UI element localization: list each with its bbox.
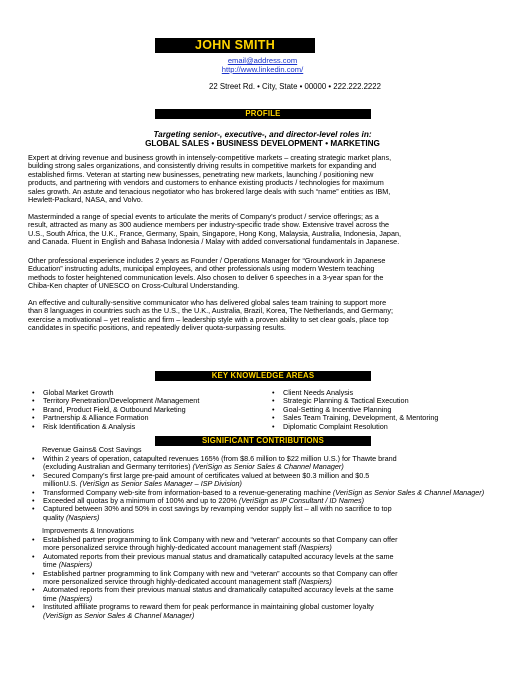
contribution-role-note: (VeriSign as IP Consultant / ID Names): [238, 496, 365, 506]
contribution-text: quality: [43, 512, 66, 522]
contribution-text: millionU.S.: [43, 479, 80, 489]
knowledge-item: • Territory Penetration/Development /Management: [32, 397, 262, 405]
knowledge-heading: KEY KNOWLEDGE AREAS: [155, 371, 371, 381]
profile-paragraph: [28, 257, 498, 291]
contribution-role-note: (Naspiers): [298, 577, 332, 587]
contribution-list: [32, 536, 510, 620]
contribution-role-note: (VeriSign as Senior Sales & Channel Manager): [43, 610, 195, 620]
knowledge-item: • Strategic Planning & Tactical Execution: [272, 397, 512, 405]
profile-line: Masterminded a range of special events to articulate the merits of Company’s product / service offerings; as a: [28, 212, 379, 221]
email-link[interactable]: email@address.com: [227, 56, 298, 65]
profile-line: An effective and culturally-sensitive communicator who has delivered global sales team training to support more: [28, 298, 387, 307]
contribution-role-note: (VeriSign as Senior Sales & Channel Manager): [332, 487, 485, 497]
contribution-text: Established partner programming to link Company with new and “veteran” accounts so that Company can offer: [43, 535, 398, 544]
contributions-heading: SIGNIFICANT CONTRIBUTIONS: [155, 436, 371, 446]
knowledge-item: • Brand, Product Field, & Outbound Marketing: [32, 406, 262, 414]
knowledge-list-left: [32, 389, 262, 431]
contact-links: [0, 56, 525, 65]
profile-line: Expert at driving revenue and business growth in intensely-competitive markets – creating strategic market plans,: [28, 153, 392, 162]
profile-line: result, attracted as many as 300 audience members per industry-specific trade show. Extensive travel across the: [28, 220, 390, 230]
contribution-item: [32, 472, 510, 489]
contribution-role-note: (Naspiers): [298, 543, 332, 553]
contribution-text: Captured between 30% and 50% in cost savings by revamping vendor supply list – all with no sacrifice to top: [43, 504, 392, 514]
contribution-item: [32, 553, 510, 570]
contribution-text: more personalized service through highly-dedicated account management staff: [43, 543, 299, 553]
profile-paragraph: [28, 299, 498, 333]
contribution-role-note: (VeriSign as Senior Sales & Channel Manager): [192, 462, 344, 472]
contribution-text: Established partner programming to link Company with new and “veteran” accounts so that Company can offer: [43, 568, 398, 578]
contribution-item: [32, 536, 510, 553]
profile-line: Education” instructing adults, municipal employees, and other professionals using modern Western teaching: [28, 264, 375, 274]
profile-line: candidates in specific positions, and repeatedly deliver quota-surpassing results.: [28, 323, 286, 333]
profile-paragraph: [28, 154, 498, 204]
contribution-item: [32, 603, 510, 620]
contribution-text: Automated reports from their previous manual status and dramatically catapulted accuracy levels at the same: [43, 585, 394, 595]
contribution-role-note: (Naspiers): [58, 593, 93, 603]
contribution-group-title: Improvements & Innovations: [42, 526, 134, 535]
knowledge-item: • Risk Identification & Analysis: [32, 423, 262, 431]
knowledge-item: • Goal-Setting & Incentive Planning: [272, 406, 512, 414]
address-line: 22 Street Rd. • City, State • 00000 • 222.222.2222: [209, 82, 381, 91]
knowledge-item: • Diplomatic Complaint Resolution: [272, 423, 512, 431]
profile-line: products, and partnering with vendors and customers to enhance existing products / technologies for maximum: [28, 178, 384, 188]
target-roles-intro: Targeting senior-, executive-, and director-level roles in:: [153, 130, 372, 139]
contribution-text: Automated reports from their previous manual status and dramatically catapulted accuracy levels at the same: [43, 551, 394, 561]
contribution-text: Instituted affiliate programs to reward them for peak performance in maintaining global customer loyalty: [43, 602, 374, 612]
profile-line: U.S., South Africa, the U.K., France, Germany, Spain, Singapore, Hong Kong, Malaysia, Australia, Indonesia, Japan,: [28, 228, 402, 238]
knowledge-item: • Client Needs Analysis: [272, 389, 512, 397]
contribution-item: [32, 570, 510, 587]
contribution-list: [32, 455, 510, 522]
contribution-text: time: [43, 593, 59, 603]
knowledge-item: • Sales Team Training, Development, & Mentoring: [272, 414, 512, 422]
profile-line: than 8 languages in countries such as the U.S., the U.K., Australia, Brazil, Korea, The Netherlands, and Germany;: [28, 306, 393, 316]
contribution-text: (excluding Australian and Germany territories): [43, 462, 193, 472]
profile-paragraph: [28, 213, 498, 247]
contribution-role-note: (Naspiers): [58, 560, 93, 570]
contribution-item: [32, 505, 510, 522]
knowledge-item: • Partnership & Alliance Formation: [32, 414, 262, 422]
contribution-text: Within 2 years of operation, catapulted revenues 165% (from $8.6 million to $22 million U.S.) for Thawte brand: [43, 454, 397, 463]
candidate-name: JOHN SMITH: [155, 38, 315, 53]
contribution-text: Transformed Company web-site from information-based to a revenue-generating machine: [43, 487, 333, 497]
contribution-role-note: (Naspiers): [65, 512, 100, 522]
profile-line: Other professional experience includes 2 years as Founder / Operations Manager for “Groundwork in Japanese: [28, 256, 386, 265]
profile-line: building strong sales organizations, and consistently driving results in competitive markets for expanding and: [28, 161, 377, 171]
knowledge-list-right: [272, 389, 512, 431]
contribution-item: [32, 586, 510, 603]
contribution-text: Secured Company’s first large pre-paid amount of certificates valued at between $0.3 million and $0.5: [43, 470, 370, 480]
contribution-text: more personalized service through highly-dedicated account management staff: [43, 577, 299, 587]
profile-line: established firms. Veteran at starting new businesses, penetrating new markets, launching / positioning new: [28, 169, 374, 179]
profile-line: Hewlett-Packard, NASA, and Volvo.: [28, 195, 143, 205]
contribution-role-note: (VeriSign as Senior Sales Manager – ISP Division): [79, 479, 242, 489]
contribution-group-title: Revenue Gains& Cost Savings: [42, 445, 142, 454]
profile-line: exercise a motivational – yet realistic and firm – leadership style with a proven ability to set clear goals, place top: [28, 314, 389, 324]
website-link[interactable]: http://www.linkedin.com/: [221, 65, 304, 74]
profile-line: methods to foster heightened communication levels. Also chosen to deliver 6 speeches in a 3-year span for the: [28, 272, 384, 282]
profile-line: and Canada. Fluent in English and Bahasa Indonesia / Malay with added conversational fundamentals in Japanese.: [28, 237, 400, 247]
contribution-text: time: [43, 560, 59, 570]
website-row: [0, 65, 525, 74]
profile-line: sales growth. An astute and tenacious negotiator who has brokered large deals with such “name” entities as IBM,: [28, 186, 391, 196]
knowledge-item: • Global Market Growth: [32, 389, 262, 397]
target-roles: GLOBAL SALES • BUSINESS DEVELOPMENT • MARKETING: [145, 139, 380, 148]
profile-line: Chiba-Ken chapter of UNESCO on Cross-Cultural Understanding.: [28, 281, 240, 291]
contribution-item: [32, 455, 510, 472]
contribution-text: Exceeded all quotas by a minimum of 100% and up to 220%: [43, 496, 239, 506]
profile-heading: PROFILE: [155, 109, 371, 119]
